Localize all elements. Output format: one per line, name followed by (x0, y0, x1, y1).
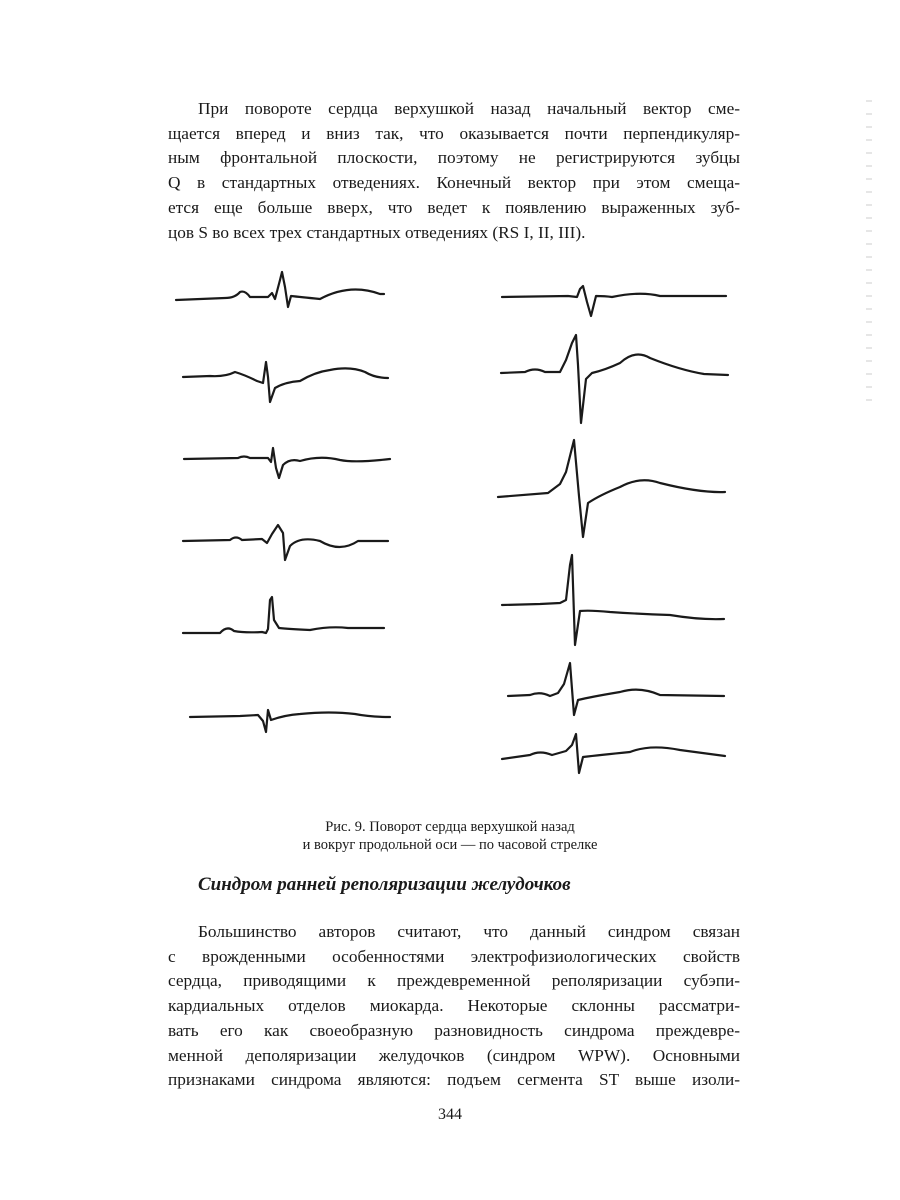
page-number: 344 (438, 1106, 462, 1123)
ecg-right-1 (502, 286, 726, 316)
ecg-left-6 (190, 710, 390, 732)
ecg-left-1 (176, 272, 384, 307)
text-line: При повороте сердца верхушкой назад начальный вектор сме- (198, 99, 740, 118)
ecg-right-2 (501, 335, 728, 423)
caption-line: Рис. 9. Поворот сердца верхушкой назад (325, 819, 575, 835)
ecg-right-5 (508, 663, 724, 715)
ecg-left-3 (184, 448, 390, 478)
ecg-right-4 (502, 555, 724, 645)
text-line: кардиальных отделов миокарда. Некоторые склонны рассматри- (168, 996, 740, 1016)
paragraph-syndrome (168, 920, 740, 1093)
text-line: ным фронтальной плоскости, поэтому не регистрируются зубцы (168, 148, 740, 168)
text-line: ется еще больше вверх, что ведет к появлению выраженных зуб- (168, 197, 740, 217)
text-line: с врожденными особенностями электрофизиологических свойств (168, 946, 740, 966)
ecg-right-6 (502, 734, 725, 773)
caption-line: и вокруг продольной оси — по часовой стрелке (302, 837, 598, 853)
text-line: Q в стандартных отведениях. Конечный вектор при этом смеща- (168, 173, 740, 193)
text-line: признаками синдрома являются: подъем сегмента ST выше изоли- (168, 1070, 740, 1090)
ecg-left-2 (183, 362, 388, 402)
text-line: Большинство авторов считают, что данный синдром связан (198, 922, 740, 941)
text-line: цов S во всех трех стандартных отведениях (RS I, II, III). (168, 222, 586, 242)
text-line: вать его как своеобразную разновидность синдрома преждевре- (168, 1020, 740, 1040)
text-line: щается вперед и вниз так, что оказывается почти перпендикуляр- (168, 123, 740, 143)
ecg-right-3 (498, 440, 725, 537)
ecg-left-4 (183, 525, 388, 560)
paragraph-intro (168, 97, 740, 245)
text-line: менной деполяризации желудочков (синдром WPW). Основными (168, 1045, 740, 1065)
section-heading: Синдром ранней реполяризации желудочков (198, 874, 571, 895)
text-line: сердца, приводящими к преждевременной реполяризации субэпи- (168, 971, 740, 991)
ecg-left-5 (183, 597, 384, 633)
ecg-figure (0, 260, 900, 800)
figure-caption (200, 818, 700, 854)
